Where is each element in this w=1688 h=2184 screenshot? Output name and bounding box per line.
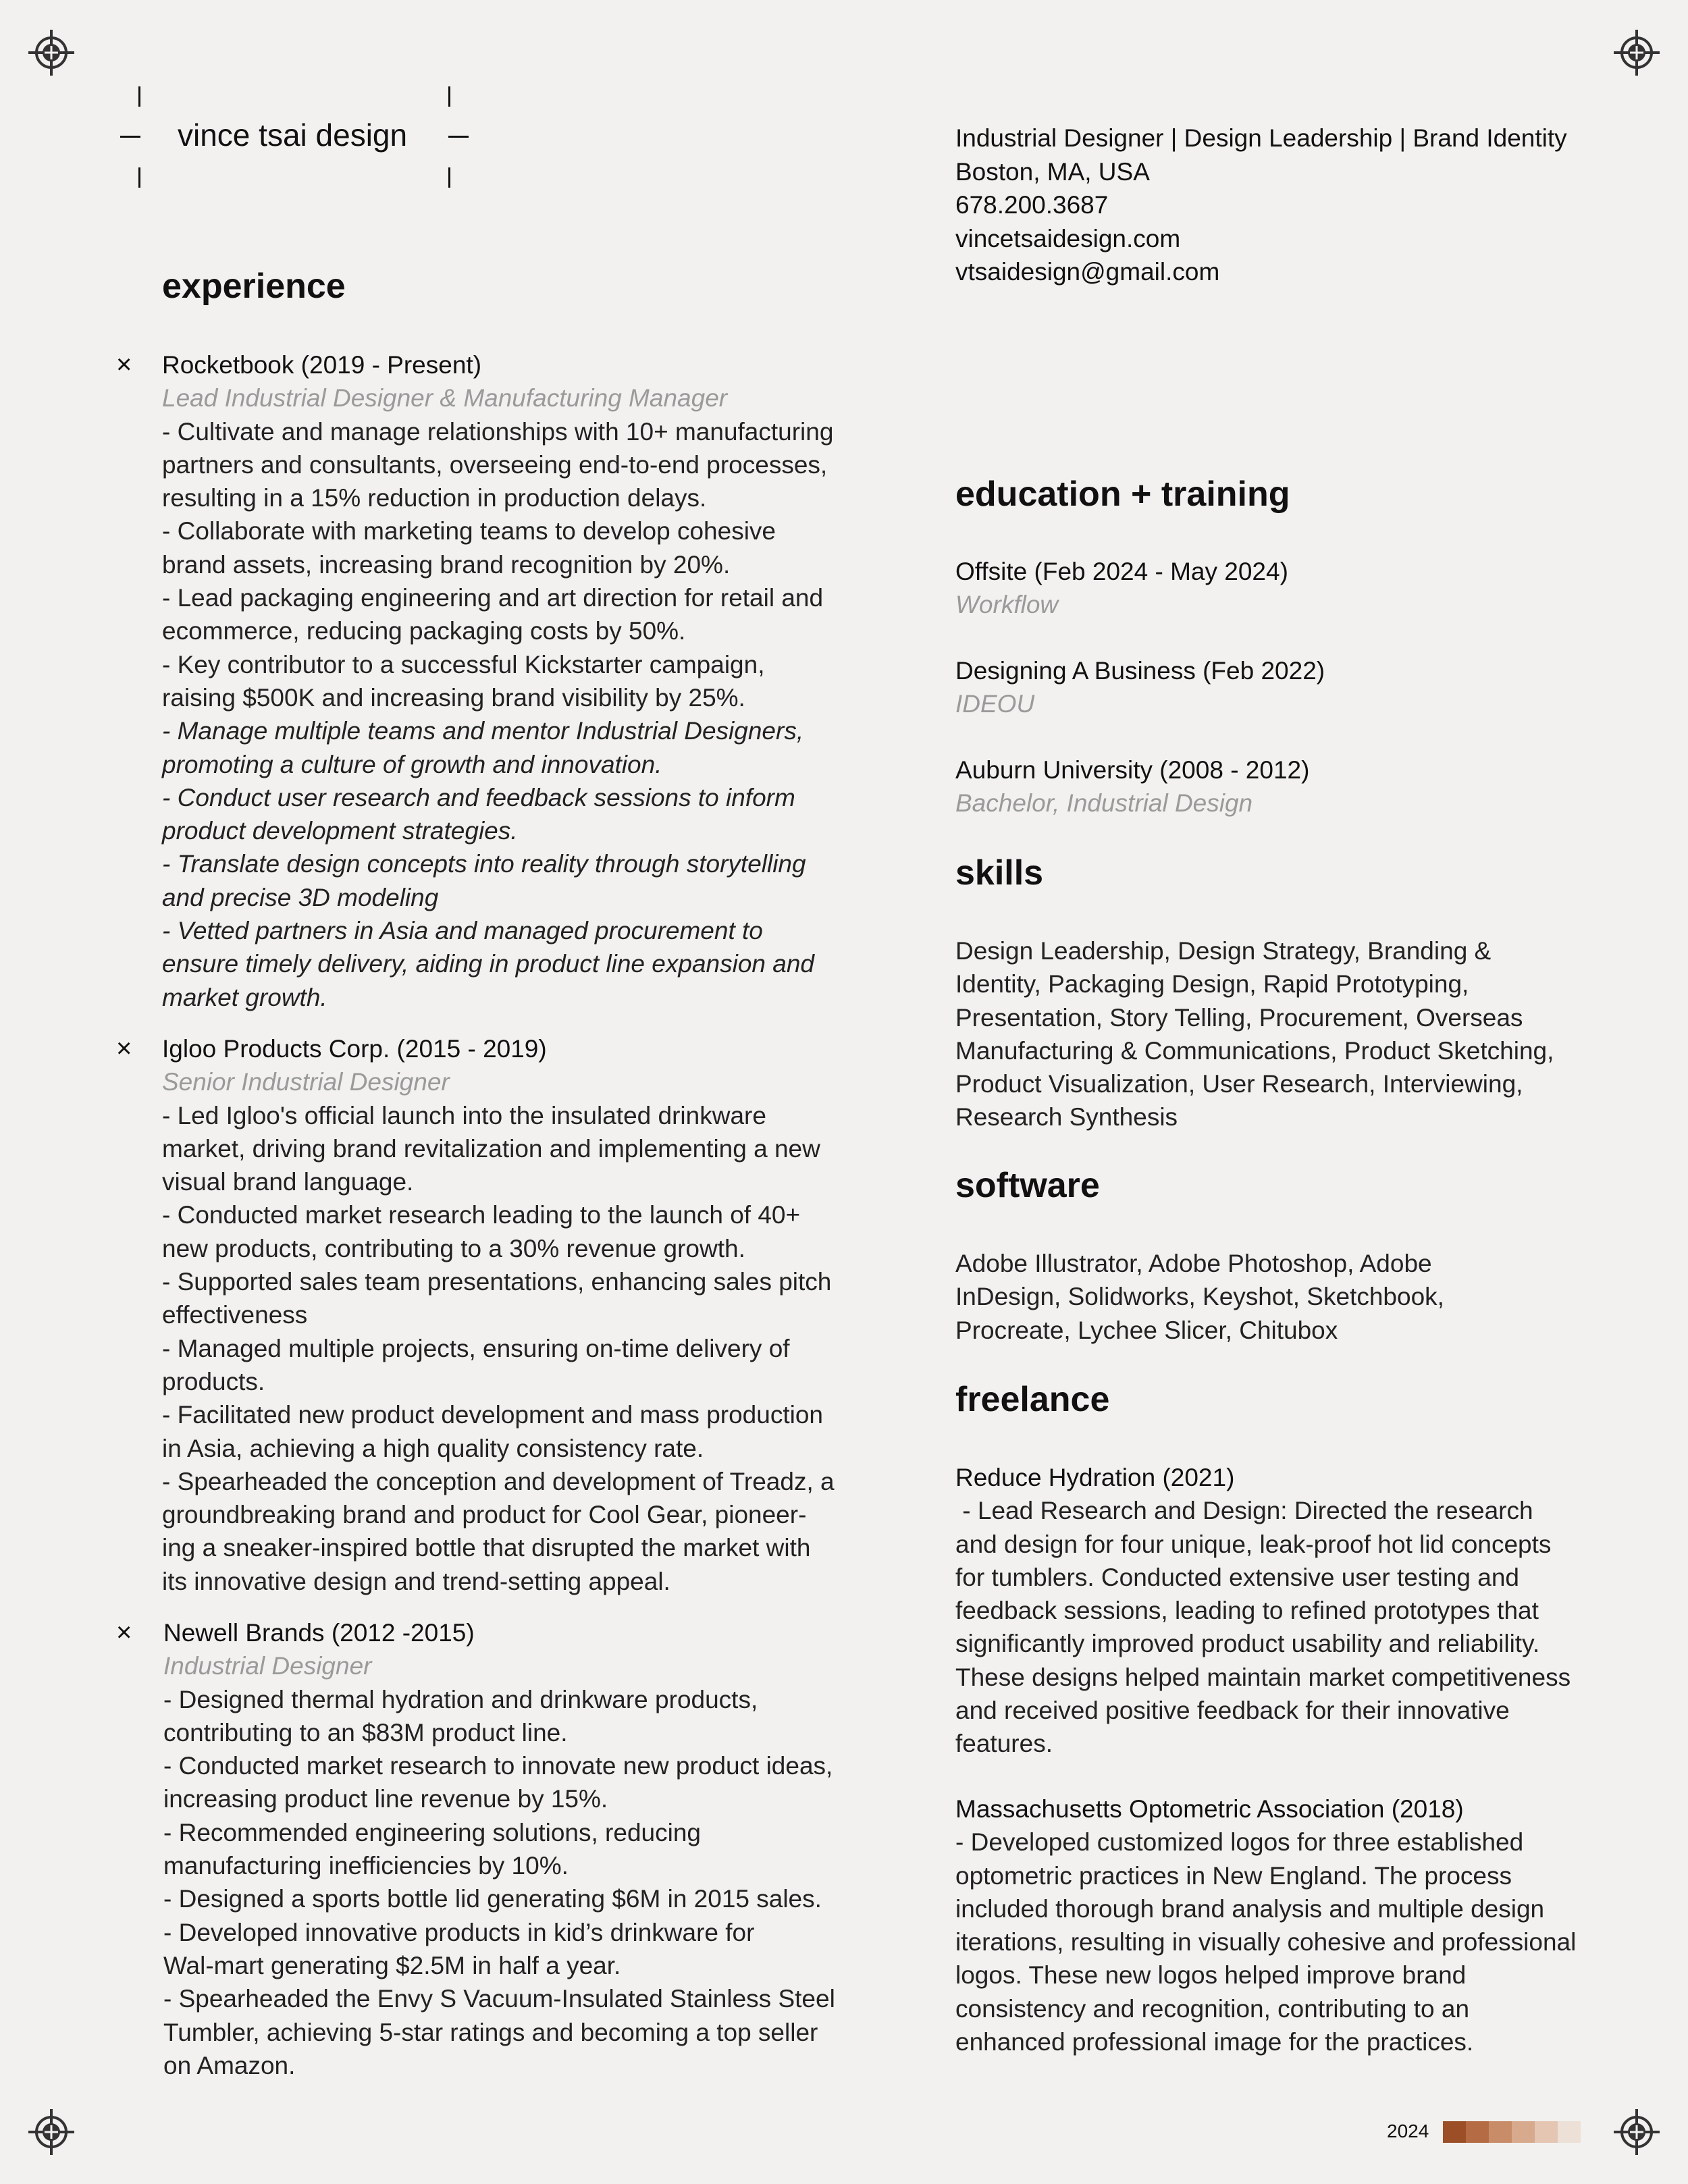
job-entry-rocketbook <box>162 348 878 1014</box>
job-line: - Conduct user research and feedback sessions to inform <box>162 783 795 811</box>
crop-tick <box>138 167 140 188</box>
job-line: raising $500K and increasing brand visibility by 25%. <box>162 683 745 712</box>
job-line: increasing product line revenue by 15%. <box>163 1785 608 1813</box>
freelance-line: features. <box>955 1730 1053 1758</box>
job-line: groundbreaking brand and product for Cool Gear, pioneer- <box>162 1501 807 1529</box>
freelance-line: included thorough brand analysis and multiple design <box>955 1894 1545 1923</box>
job-line: - Translate design concepts into reality through storytelling <box>162 850 806 878</box>
registration-mark-icon <box>27 2108 76 2156</box>
job-title: Igloo Products Corp. (2015 - 2019) <box>162 1035 547 1063</box>
software-list <box>955 1247 1651 1347</box>
color-swatch <box>1466 2121 1489 2143</box>
job-line: Tumbler, achieving 5-star ratings and becoming a top seller <box>163 2018 818 2046</box>
job-line: - Managed multiple projects, ensuring on-time delivery of <box>162 1334 790 1362</box>
crop-tick <box>138 86 140 107</box>
education-item <box>955 555 1651 622</box>
education-name: Offsite (Feb 2024 - May 2024) <box>955 558 1288 585</box>
crop-tick <box>448 136 469 138</box>
education-detail: Workflow <box>955 591 1059 619</box>
job-line: ecommerce, reducing packaging costs by 50%. <box>162 617 686 645</box>
freelance-line: These designs helped maintain market competitiveness <box>955 1663 1571 1691</box>
job-title: Newell Brands (2012 -2015) <box>163 1619 475 1647</box>
freelance-name: Reduce Hydration (2021) <box>955 1464 1235 1491</box>
brand-name: vince tsai design <box>178 117 408 153</box>
freelance-line: - Developed customized logos for three established <box>955 1828 1524 1857</box>
contact-info <box>955 122 1567 289</box>
color-swatch <box>1535 2121 1558 2143</box>
registration-mark-icon <box>27 28 76 77</box>
job-entry-newell <box>163 1616 879 2082</box>
freelance-line: and design for four unique, leak-proof hot lid concepts <box>955 1530 1552 1558</box>
job-line: - Conducted market research leading to the launch of 40+ <box>162 1201 801 1229</box>
color-swatches <box>1443 2121 1581 2143</box>
crop-tick <box>448 167 450 188</box>
job-line: products. <box>162 1367 265 1395</box>
color-swatch <box>1558 2121 1581 2143</box>
education-heading: education + training <box>955 475 1290 514</box>
job-line: - Spearheaded the Envy S Vacuum-Insulated Stainless Steel <box>163 1985 835 2013</box>
job-title: Rocketbook (2019 - Present) <box>162 351 482 379</box>
job-line: and precise 3D modeling <box>162 883 439 911</box>
job-line: - Designed thermal hydration and drinkware products, <box>163 1685 758 1713</box>
education-detail: IDEOU <box>955 690 1035 718</box>
job-line: - Key contributor to a successful Kickstarter campaign, <box>162 650 765 678</box>
education-detail: Bachelor, Industrial Design <box>955 789 1253 818</box>
education-name: Auburn University (2008 - 2012) <box>955 756 1310 784</box>
job-line: Wal-mart generating $2.5M in half a year. <box>163 1951 621 1979</box>
job-line: effectiveness <box>162 1301 308 1329</box>
software-line: InDesign, Solidworks, Keyshot, Sketchbook, <box>955 1283 1444 1311</box>
job-line: partners and consultants, overseeing end-to-end processes, <box>162 450 828 479</box>
software-heading: software <box>955 1166 1100 1205</box>
job-line: - Conducted market research to innovate new product ideas, <box>163 1752 833 1780</box>
tagline: Industrial Designer | Design Leadership | Brand Identity <box>955 124 1567 152</box>
freelance-line: optometric practices in New England. The process <box>955 1861 1512 1890</box>
freelance-line: feedback sessions, leading to refined prototypes that <box>955 1597 1539 1625</box>
job-line: - Manage multiple teams and mentor Industrial Designers, <box>162 717 804 745</box>
skills-heading: skills <box>955 853 1044 893</box>
skills-line: Identity, Packaging Design, Rapid Prototyping, <box>955 970 1469 998</box>
job-line: - Vetted partners in Asia and managed procurement to <box>162 917 763 945</box>
email-link[interactable]: vtsaidesign@gmail.com <box>955 258 1220 286</box>
job-description <box>162 1099 878 1598</box>
job-line: contributing to an $83M product line. <box>163 1718 568 1747</box>
job-line: - Lead packaging engineering and art direction for retail and <box>162 584 824 612</box>
skills-line: Product Visualization, User Research, Interviewing, <box>955 1070 1523 1098</box>
job-line: - Recommended engineering solutions, reducing <box>163 1818 701 1846</box>
job-line: new products, contributing to a 30% revenue growth. <box>162 1234 745 1262</box>
job-line: - Supported sales team presentations, enhancing sales pitch <box>162 1268 832 1296</box>
crop-tick <box>120 136 140 138</box>
job-entry-igloo <box>162 1032 878 1598</box>
freelance-line: for tumblers. Conducted extensive user testing and <box>955 1563 1520 1591</box>
job-role: Senior Industrial Designer <box>162 1068 450 1096</box>
job-line: on Amazon. <box>163 2051 296 2079</box>
freelance-line: significantly improved product usability and reliability. <box>955 1630 1540 1658</box>
job-role: Lead Industrial Designer & Manufacturing Manager <box>162 384 728 412</box>
color-swatch <box>1489 2121 1512 2143</box>
job-line: product development strategies. <box>162 817 518 845</box>
software-line: Procreate, Lychee Slicer, Chitubox <box>955 1316 1338 1344</box>
freelance-line: consistency and recognition, contributing to an <box>955 1994 1470 2023</box>
experience-heading: experience <box>162 267 346 306</box>
footer-year: 2024 <box>1387 2121 1429 2141</box>
job-line: in Asia, achieving a high quality consistency rate. <box>162 1434 704 1462</box>
job-line: - Designed a sports bottle lid generating $6M in 2015 sales. <box>163 1885 822 1913</box>
job-line: - Spearheaded the conception and development of Treadz, a <box>162 1467 835 1495</box>
job-role: Industrial Designer <box>163 1652 372 1680</box>
education-item <box>955 753 1651 820</box>
job-line: its innovative design and trend-setting appeal. <box>162 1567 670 1595</box>
job-description <box>162 415 878 1014</box>
job-line: market, driving brand revitalization and implementing a new <box>162 1134 820 1163</box>
freelance-line: logos. These new logos helped improve brand <box>955 1961 1467 1990</box>
job-line: resulting in a 15% reduction in production delays. <box>162 484 707 512</box>
color-swatch <box>1512 2121 1535 2143</box>
job-line: promoting a culture of growth and innovation. <box>162 750 662 778</box>
freelance-item <box>955 1461 1651 1761</box>
freelance-name: Massachusetts Optometric Association (2018) <box>955 1795 1464 1823</box>
job-line: - Led Igloo's official launch into the insulated drinkware <box>162 1101 766 1129</box>
skills-list <box>955 934 1651 1134</box>
location: Boston, MA, USA <box>955 157 1150 186</box>
job-line: visual brand language. <box>162 1168 414 1196</box>
freelance-line: and received positive feedback for their innovative <box>955 1697 1510 1725</box>
crop-tick <box>448 86 450 107</box>
job-line: - Facilitated new product development and mass production <box>162 1401 823 1429</box>
job-line: ensure timely delivery, aiding in product line expansion and <box>162 950 814 978</box>
education-name: Designing A Business (Feb 2022) <box>955 657 1325 685</box>
registration-mark-icon <box>1612 28 1661 77</box>
freelance-heading: freelance <box>955 1380 1110 1419</box>
bullet-x-icon: × <box>116 1034 132 1063</box>
software-line: Adobe Illustrator, Adobe Photoshop, Adobe <box>955 1250 1432 1277</box>
job-line: - Developed innovative products in kid’s drinkware for <box>163 1918 755 1946</box>
job-line: market growth. <box>162 983 327 1011</box>
job-line: brand assets, increasing brand recognition by 20%. <box>162 550 731 579</box>
freelance-item <box>955 1792 1651 2058</box>
bullet-x-icon: × <box>116 1618 132 1647</box>
freelance-line: - Lead Research and Design: Directed the research <box>955 1497 1533 1525</box>
job-line: - Cultivate and manage relationships with 10+ manufacturing <box>162 417 834 446</box>
registration-mark-icon <box>1612 2108 1661 2156</box>
freelance-line: iterations, resulting in visually cohesive and professional <box>955 1928 1577 1956</box>
job-line: - Collaborate with marketing teams to develop cohesive <box>162 517 776 545</box>
education-item <box>955 654 1651 721</box>
website-link[interactable]: vincetsaidesign.com <box>955 224 1181 252</box>
phone: 678.200.3687 <box>955 191 1109 219</box>
skills-line: Manufacturing & Communications, Product Sketching, <box>955 1036 1554 1065</box>
skills-line: Presentation, Story Telling, Procurement, Overseas <box>955 1003 1523 1032</box>
job-line: ing a sneaker-inspired bottle that disrupted the market with <box>162 1534 811 1562</box>
job-description <box>163 1683 879 2083</box>
freelance-line: enhanced professional image for the practices. <box>955 2028 1474 2056</box>
job-line: manufacturing inefficiencies by 10%. <box>163 1852 569 1880</box>
skills-line: Research Synthesis <box>955 1103 1178 1131</box>
skills-line: Design Leadership, Design Strategy, Branding & <box>955 937 1492 965</box>
bullet-x-icon: × <box>116 350 132 379</box>
color-swatch <box>1443 2121 1466 2143</box>
